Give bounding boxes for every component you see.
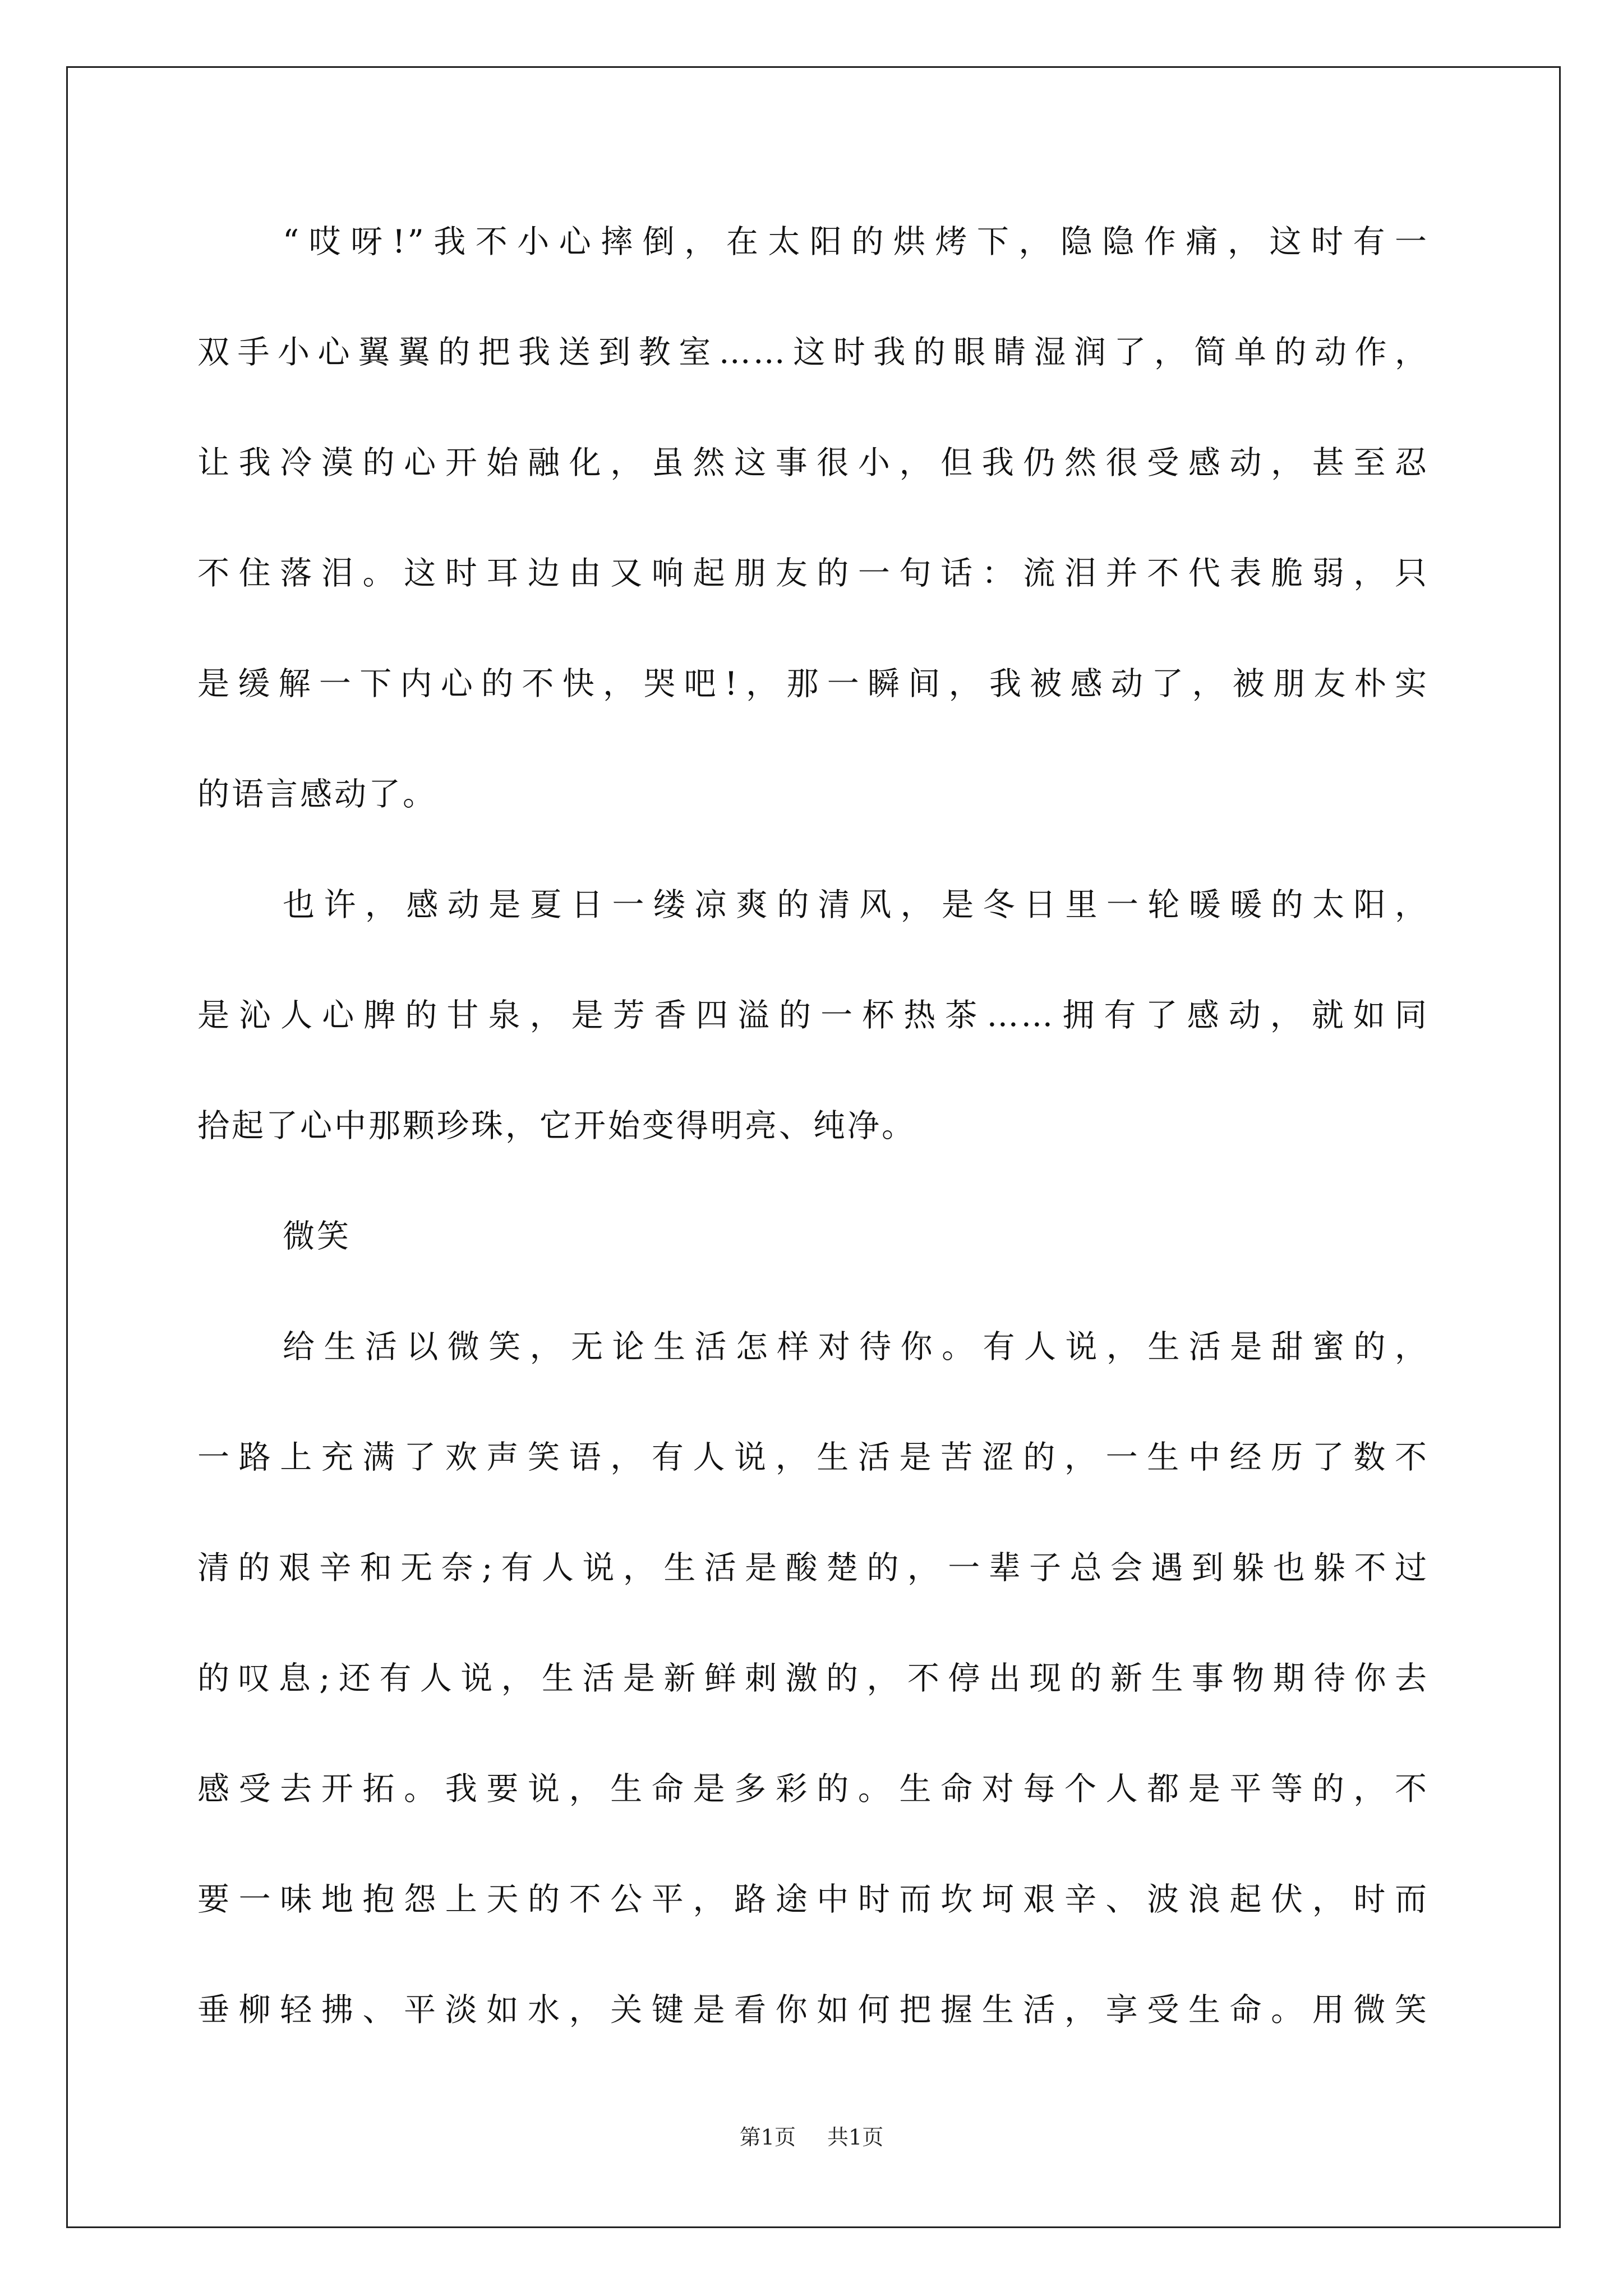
text-line: 给生活以微笑，无论生活怎样对待你。有人说，生活是甜蜜的，: [283, 1328, 1429, 1365]
text-line: 是沁人心脾的甘泉，是芳香四溢的一杯热茶……拥有了感动，就如同: [197, 997, 1429, 1034]
text-line: 垂柳轻拂、平淡如水，关键是看你如何把握生活，享受生命。用微笑: [197, 1991, 1429, 2028]
text-line: 双手小心翼翼的把我送到教室……这时我的眼睛湿润了，简单的动作，: [197, 334, 1429, 371]
text-line: 让我冷漠的心开始融化，虽然这事很小，但我仍然很受感动，甚至忍: [197, 444, 1429, 481]
text-line: 感受去开拓。我要说，生命是多彩的。生命对每个人都是平等的，不: [197, 1770, 1429, 1807]
page-number: 第1页: [739, 2125, 796, 2150]
text-line: 也许，感动是夏日一缕凉爽的清风，是冬日里一轮暖暖的太阳，: [283, 886, 1429, 923]
text-line: 清的艰辛和无奈;有人说，生活是酸楚的，一辈子总会遇到躲也躲不过: [197, 1549, 1429, 1586]
text-line: 一路上充满了欢声笑语，有人说，生活是苦涩的，一生中经历了数不: [197, 1439, 1429, 1476]
text-line: 的叹息;还有人说，生活是新鲜刺激的，不停出现的新生事物期待你去: [197, 1660, 1429, 1697]
text-line: 是缓解一下内心的不快，哭吧!，那一瞬间，我被感动了，被朋友朴实: [197, 665, 1429, 702]
text-line: 的语言感动了。: [197, 776, 437, 813]
section-heading: 微笑: [283, 1218, 351, 1255]
document-body: [197, 218, 1429, 2096]
text-line: 不住落泪。这时耳边由又响起朋友的一句话：流泪并不代表脆弱，只: [197, 555, 1429, 592]
page-total: 共1页: [827, 2125, 884, 2150]
page-footer: [0, 2123, 1623, 2151]
text-line: 拾起了心中那颗珍珠，它开始变得明亮、纯净。: [197, 1107, 916, 1144]
text-line: 要一味地抱怨上天的不公平，路途中时而坎坷艰辛、波浪起伏，时而: [197, 1881, 1429, 1918]
text-line: “哎呀!”我不小心摔倒，在太阳的烘烤下，隐隐作痛，这时有一: [283, 223, 1429, 260]
